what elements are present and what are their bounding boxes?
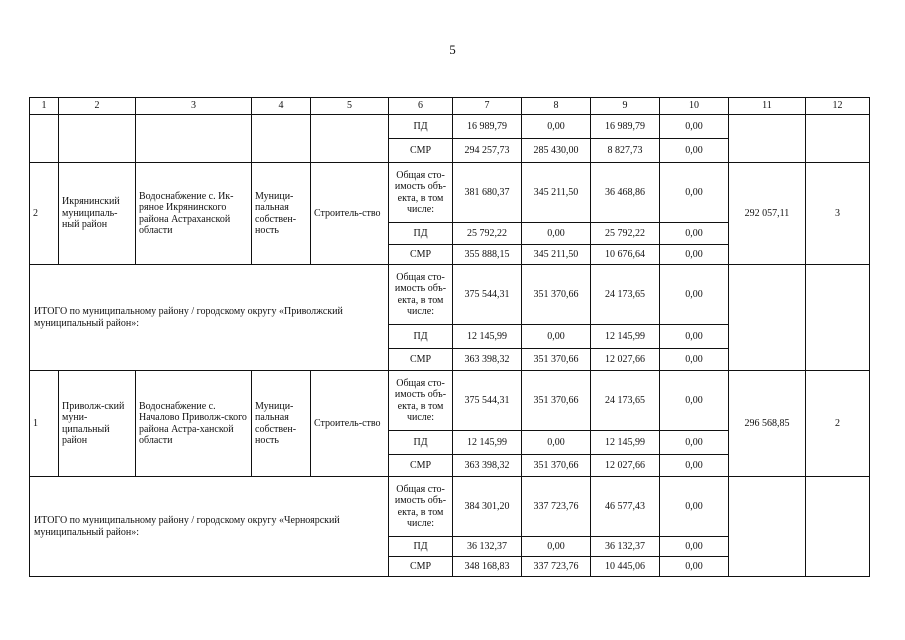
object-name: Водоснабжение с. Началово Приволж-ского района Астра-ханской области [136,371,252,477]
value-cell: 10 676,64 [591,245,660,265]
value-cell: 384 301,20 [453,477,522,537]
value-cell: 375 544,31 [453,265,522,325]
header-cell: 9 [591,98,660,115]
value-cell: 24 173,65 [591,371,660,431]
district-name: Икрянинский муниципаль-ный район [59,163,136,265]
row-number: 1 [30,371,59,477]
stage-label: ПД [389,115,453,139]
value-cell: 0,00 [522,115,591,139]
value-cell: 12 145,99 [591,431,660,455]
header-cell: 2 [59,98,136,115]
value-cell: 25 792,22 [591,223,660,245]
work-type: Строитель-ство [311,371,389,477]
empty-cell [136,115,252,163]
value-cell: 36 468,86 [591,163,660,223]
value-cell: 351 370,66 [522,371,591,431]
value-cell: 0,00 [522,223,591,245]
stage-label: ПД [389,325,453,349]
empty-cell [729,477,806,577]
value-cell: 12 145,99 [591,325,660,349]
value-cell: 0,00 [660,371,729,431]
empty-cell [806,265,870,371]
value-cell: 294 257,73 [453,139,522,163]
header-cell: 12 [806,98,870,115]
stage-label: ПД [389,223,453,245]
empty-cell [806,477,870,577]
subtotal-label: ИТОГО по муниципальному району / городскому округу «Черноярский муниципальный район»: [30,477,389,577]
empty-cell [30,115,59,163]
value-cell: 16 989,79 [453,115,522,139]
table-row [30,163,870,223]
header-cell: 11 [729,98,806,115]
value-cell: 348 168,83 [453,557,522,577]
value-cell: 0,00 [660,115,729,139]
value-cell: 345 211,50 [522,163,591,223]
ownership-type: Муници-пальная собствен-ность [252,163,311,265]
value-cell: 0,00 [660,325,729,349]
value-cell: 25 792,22 [453,223,522,245]
header-cell: 3 [136,98,252,115]
object-name: Водоснабжение с. Ик-ряное Икрянинского района Астраханской области [136,163,252,265]
value-cell: 0,00 [660,163,729,223]
table-row [30,265,870,325]
value-cell: 285 430,00 [522,139,591,163]
header-cell: 4 [252,98,311,115]
value-cell: 345 211,50 [522,245,591,265]
stage-label: ПД [389,431,453,455]
header-cell: 10 [660,98,729,115]
value-cell: 36 132,37 [453,537,522,557]
value-cell: 0,00 [660,223,729,245]
value-cell: 363 398,32 [453,455,522,477]
total-cost-label: Общая сто-имость объ-екта, в том числе: [389,477,453,537]
value-cell: 363 398,32 [453,349,522,371]
value-cell: 12 027,66 [591,455,660,477]
value-cell: 0,00 [660,455,729,477]
value-cell: 0,00 [660,349,729,371]
subtotal-label: ИТОГО по муниципальному району / городскому округу «Приволжский муниципальный район»: [30,265,389,371]
empty-cell [252,115,311,163]
value-cell: 10 445,06 [591,557,660,577]
value-cell: 16 989,79 [591,115,660,139]
value-cell: 375 544,31 [453,371,522,431]
empty-cell [59,115,136,163]
empty-cell [729,265,806,371]
value-cell: 12 145,99 [453,431,522,455]
value-cell: 351 370,66 [522,455,591,477]
row-number: 2 [30,163,59,265]
stage-label: СМР [389,557,453,577]
value-cell: 355 888,15 [453,245,522,265]
stage-label: СМР [389,349,453,371]
value-cell: 0,00 [660,537,729,557]
total-cost-label: Общая сто-имость объ-екта, в том числе: [389,163,453,223]
column-12-value: 2 [806,371,870,477]
header-cell: 7 [453,98,522,115]
value-cell: 351 370,66 [522,265,591,325]
value-cell: 351 370,66 [522,349,591,371]
header-cell: 5 [311,98,389,115]
header-cell: 1 [30,98,59,115]
column-11-value: 296 568,85 [729,371,806,477]
header-cell: 6 [389,98,453,115]
value-cell: 12 027,66 [591,349,660,371]
value-cell: 0,00 [660,245,729,265]
budget-table [29,97,870,577]
table-row [30,477,870,537]
stage-label: СМР [389,455,453,477]
district-name: Приволж-ский муни-ципальный район [59,371,136,477]
column-11-value: 292 057,11 [729,163,806,265]
value-cell: 0,00 [522,431,591,455]
page-number: 5 [449,42,456,57]
empty-cell [729,115,806,163]
table-row [30,371,870,431]
table-row [30,115,870,139]
work-type: Строитель-ство [311,163,389,265]
value-cell: 36 132,37 [591,537,660,557]
total-cost-label: Общая сто-имость объ-екта, в том числе: [389,371,453,431]
value-cell: 0,00 [660,431,729,455]
value-cell: 8 827,73 [591,139,660,163]
value-cell: 381 680,37 [453,163,522,223]
value-cell: 24 173,65 [591,265,660,325]
value-cell: 0,00 [522,537,591,557]
column-12-value: 3 [806,163,870,265]
total-cost-label: Общая сто-имость объ-екта, в том числе: [389,265,453,325]
ownership-type: Муници-пальная собствен-ность [252,371,311,477]
value-cell: 0,00 [660,477,729,537]
stage-label: ПД [389,537,453,557]
value-cell: 0,00 [660,265,729,325]
value-cell: 12 145,99 [453,325,522,349]
empty-cell [311,115,389,163]
value-cell: 337 723,76 [522,477,591,537]
header-cell: 8 [522,98,591,115]
empty-cell [806,115,870,163]
value-cell: 0,00 [522,325,591,349]
header-row [30,98,870,115]
stage-label: СМР [389,139,453,163]
value-cell: 0,00 [660,557,729,577]
value-cell: 46 577,43 [591,477,660,537]
stage-label: СМР [389,245,453,265]
value-cell: 0,00 [660,139,729,163]
value-cell: 337 723,76 [522,557,591,577]
